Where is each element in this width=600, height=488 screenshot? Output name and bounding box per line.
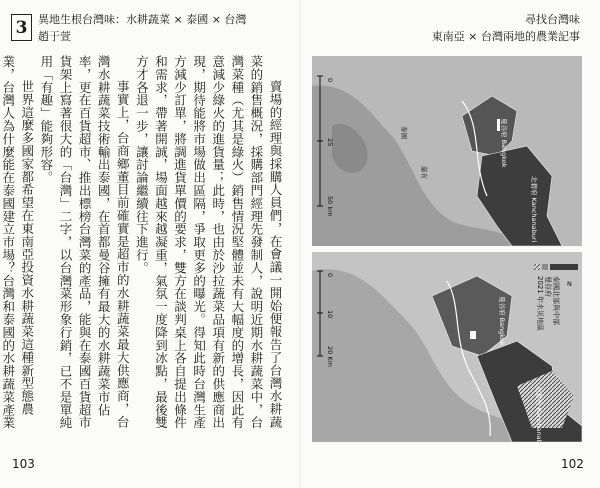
bottom-map-area-marker xyxy=(470,331,476,339)
top-small-province-label: 曼谷府 Bangkok xyxy=(500,118,508,168)
top-scale-25: 25 xyxy=(326,138,334,147)
map-svg xyxy=(312,56,582,453)
bottom-scale-10: 10 xyxy=(326,310,334,319)
bottom-map xyxy=(312,252,582,453)
top-map xyxy=(312,56,582,246)
legend-label-2: 曼谷府 xyxy=(544,276,552,297)
top-large-province-label: 北碧府 Kanchanaburi xyxy=(530,176,538,243)
paragraph: 賣場的經理與採購人員們，在會議一開始便報告了台灣水耕蔬菜的銷售概況，採購部門經理先發制人，說明近期水耕蔬菜中，台灣菜種（尤其是綠火）銷售情況堅體並未有大幅度的增長，因此有意減少綠火的進貨量；此時，也由於沙拉蔬菜品項有新的供應商出現，期待能將市場做出區隔，爭取更多的曝光。得知此時台灣生產方減少訂單，將調進貨單價的要求，雙方在談判桌上各自提出條件和需求，帶著開誠，場面越來越凝重，氣氛一度降到冰點，最後雙方才各退一步，讓討論繼續往下進行。 xyxy=(134,55,283,430)
bottom-scale-0: 0 xyxy=(326,273,334,278)
north-arrow-icon: N xyxy=(567,280,572,288)
paragraph: 事實上，台商鄉董目前確實是超市的水耕蔬菜最大供應商，台灣水耕蔬菜技術輸出泰國，在首都曼谷擁有最大的水耕蔬菜市佔率，更在百貨超市、推出標榜台灣菜的產品，能與在泰國百貨超市貨架上寫著很大的「台灣」二字，以台灣菜形象行銷，已不是單純用「有趣」能夠形容。 xyxy=(38,55,131,430)
legend-swatch-3 xyxy=(534,264,540,270)
left-running-header: 異地生根台灣味：水耕蔬菜 × 泰國 × 台灣 xyxy=(38,13,247,26)
top-region-label: 泰國 xyxy=(400,126,408,139)
legend-label-1: 泰國北部與中部 xyxy=(552,276,560,325)
bottom-small-province-label: 曼谷府 Bangkok xyxy=(498,296,506,346)
chapter-number: 3 xyxy=(15,17,28,38)
legend-swatch-1 xyxy=(550,264,578,270)
chapter-number-box xyxy=(11,14,32,41)
paragraph: 世界這麼多國家都希望在東南亞投資水耕蔬菜這種新型態農業，台灣人為什麼能在泰國建立市場？台灣和泰國的水耕蔬菜產業 xyxy=(0,55,35,430)
left-page-number: 103 xyxy=(12,457,35,471)
left-author-name: 趙于萱 xyxy=(38,30,71,43)
top-scale-50: 50 km xyxy=(326,196,334,217)
right-running-subheader: 東南亞 × 台灣兩地的農業記事 xyxy=(431,30,580,43)
right-page-number: 102 xyxy=(561,457,584,471)
right-running-header: 尋找台灣味 xyxy=(525,13,580,26)
page-gutter xyxy=(299,0,301,488)
top-scale-0: 0 xyxy=(326,78,334,83)
vertical-body-text xyxy=(0,55,285,440)
top-area-label: 瀑布 xyxy=(420,166,428,179)
bottom-large-province-label: 北碧府 Kanchanaburi xyxy=(535,386,543,453)
bottom-scale-20: 20 Km xyxy=(326,346,334,367)
legend-swatch-2 xyxy=(542,264,548,270)
legend-label-3: 2021 年水災地區 xyxy=(536,276,544,332)
top-map-area-marker xyxy=(497,119,500,131)
thailand-maps xyxy=(312,56,582,453)
